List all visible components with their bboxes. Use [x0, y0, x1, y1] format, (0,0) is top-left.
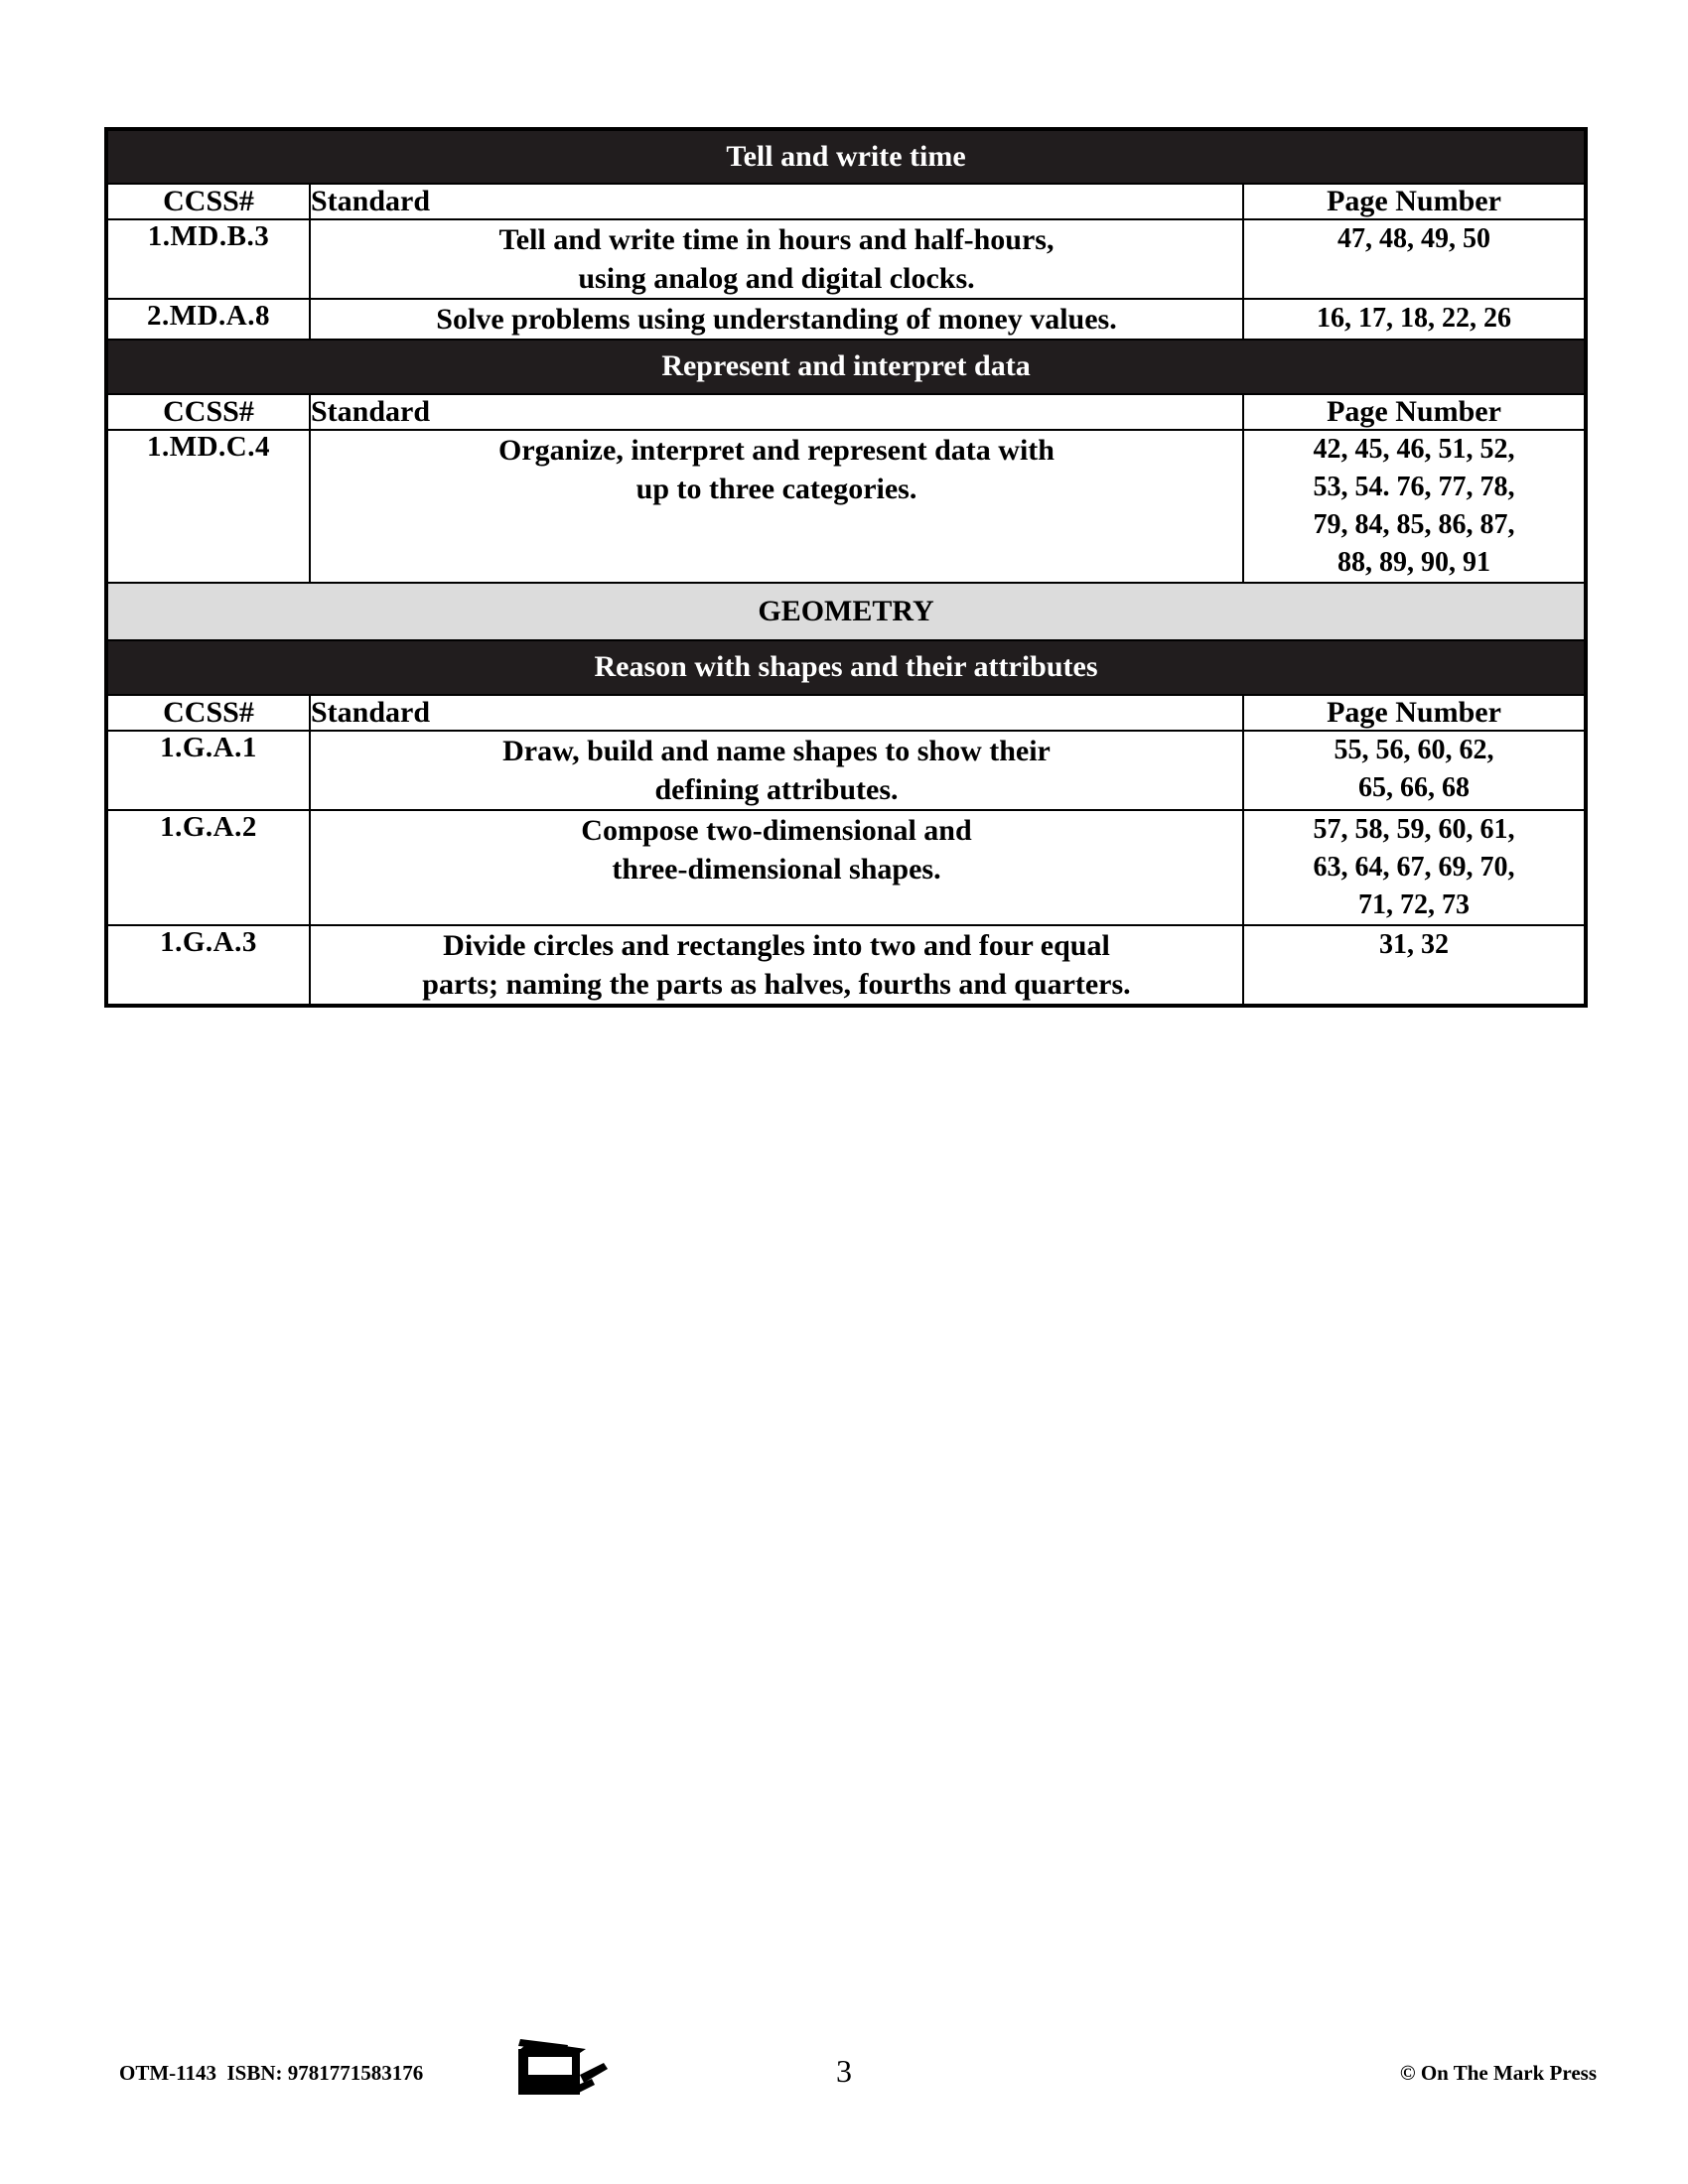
table-row — [106, 219, 1586, 299]
cell-ccss-code: 1.G.A.3 — [106, 925, 310, 1006]
page-numbers-line: 53, 54. 76, 77, 78, — [1313, 471, 1515, 502]
table-row — [106, 810, 1586, 925]
table-row — [106, 925, 1586, 1006]
cell-standard-text — [310, 430, 1243, 583]
cell-ccss-code: 1.MD.B.3 — [106, 219, 310, 299]
standards-table — [104, 127, 1588, 1008]
standard-text-line: Divide circles and rectangles into two and four equal — [443, 929, 1110, 963]
domain-band-label: GEOMETRY — [106, 583, 1586, 640]
cell-page-numbers — [1243, 810, 1586, 925]
standard-text-line: Compose two-dimensional and — [581, 813, 972, 847]
footer-isbn-text: OTM-1143 ISBN: 9781771583176 — [119, 2061, 424, 2085]
page-numbers-line: 88, 89, 90, 91 — [1337, 547, 1491, 579]
page-numbers-line: 71, 72, 73 — [1358, 889, 1471, 921]
cell-standard-text — [310, 810, 1243, 925]
page-numbers-line: 65, 66, 68 — [1358, 771, 1471, 803]
cell-standard-text — [310, 925, 1243, 1006]
column-header-ccss: CCSS# — [106, 394, 310, 430]
column-header-row — [106, 184, 1586, 219]
column-header-row — [106, 394, 1586, 430]
standard-text-line: Solve problems using understanding of money values. — [436, 303, 1117, 337]
column-header-page-number: Page Number — [1243, 394, 1586, 430]
standard-text-line: Organize, interpret and represent data with — [498, 433, 1055, 467]
cell-standard-text — [310, 731, 1243, 810]
standard-text-line: using analog and digital clocks. — [578, 262, 975, 296]
cell-ccss-code: 1.G.A.2 — [106, 810, 310, 925]
table-row — [106, 430, 1586, 583]
page-numbers-line: 79, 84, 85, 86, 87, — [1313, 508, 1515, 540]
cell-page-numbers: 31, 32 — [1243, 925, 1586, 1006]
section-band-label: Reason with shapes and their attributes — [106, 640, 1586, 694]
section-band-represent-and-interpret-data — [106, 340, 1586, 393]
page-numbers-line: 57, 58, 59, 60, 61, — [1313, 813, 1515, 845]
cell-ccss-code: 2.MD.A.8 — [106, 299, 310, 340]
cell-page-numbers: 47, 48, 49, 50 — [1243, 219, 1586, 299]
standard-text-line: Tell and write time in hours and half-hours, — [498, 223, 1055, 257]
column-header-page-number: Page Number — [1243, 184, 1586, 219]
standard-text-line: three-dimensional shapes. — [612, 852, 941, 886]
cell-ccss-code: 1.MD.C.4 — [106, 430, 310, 583]
column-header-page-number: Page Number — [1243, 695, 1586, 731]
standard-text-line: Draw, build and name shapes to show their — [502, 734, 1051, 767]
section-band-reason-with-shapes — [106, 640, 1586, 694]
page-numbers-line: 63, 64, 67, 69, 70, — [1313, 851, 1515, 883]
cell-standard-text — [310, 219, 1243, 299]
section-band-label: Tell and write time — [106, 129, 1586, 184]
column-header-standard: Standard — [310, 184, 1243, 219]
domain-band-geometry — [106, 583, 1586, 640]
section-band-label: Represent and interpret data — [106, 340, 1586, 393]
page-numbers-line: 55, 56, 60, 62, — [1334, 734, 1494, 765]
footer-copyright: © On The Mark Press — [1399, 2061, 1597, 2085]
column-header-row — [106, 695, 1586, 731]
standard-text-line: up to three categories. — [635, 472, 917, 505]
column-header-ccss: CCSS# — [106, 184, 310, 219]
standard-text-line: parts; naming the parts as halves, fourths and quarters. — [422, 968, 1131, 1002]
standard-text-line: defining attributes. — [654, 772, 899, 806]
column-header-standard: Standard — [310, 695, 1243, 731]
cell-ccss-code: 1.G.A.1 — [106, 731, 310, 810]
page-footer — [0, 2053, 1688, 2113]
column-header-standard: Standard — [310, 394, 1243, 430]
cell-page-numbers — [1243, 430, 1586, 583]
cell-standard-text — [310, 299, 1243, 340]
table-row — [106, 299, 1586, 340]
footer-page-number: 3 — [836, 2053, 852, 2089]
cell-page-numbers — [1243, 731, 1586, 810]
page-numbers-line: 42, 45, 46, 51, 52, — [1313, 433, 1515, 465]
column-header-ccss: CCSS# — [106, 695, 310, 731]
cell-page-numbers: 16, 17, 18, 22, 26 — [1243, 299, 1586, 340]
section-band-tell-and-write-time — [106, 129, 1586, 184]
table-row — [106, 731, 1586, 810]
